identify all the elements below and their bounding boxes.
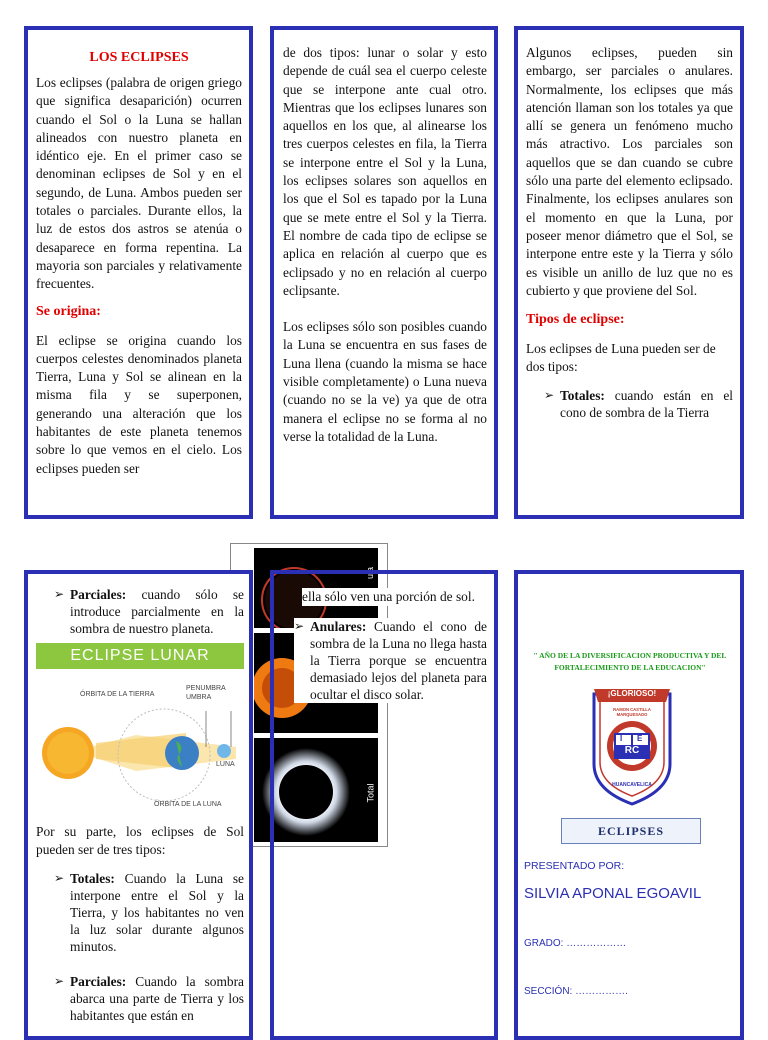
logo-arc-text: RAMON CASTILLA MARQUESADO [613,707,651,717]
origin-paragraph: El eclipse se origina cuando los cuerpos celestes denominados planeta Tierra, Luna y Sol se alinean en la misma fila y se superponen, generando una alteración que los habitantes de este planeta tenemos sobre lo que vemos en el cielo. Los eclipses pueden ser [36,332,242,476]
label-orbit-moon: ÓRBITA DE LA LUNA [154,801,222,808]
arrow-bullet-icon: ➢ [54,587,65,601]
motto: " AÑO DE LA DIVERSIFICACION PRODUCTIVA Y DEL FORTALECIMIENTO DE LA EDUCACION" [533,651,727,672]
moon-types-paragraph: Los eclipses de Luna pueden ser de dos tipos: [526,341,716,375]
arrow-bullet-icon: ➢ [54,870,65,885]
panel-partial [514,26,744,519]
school-logo [590,686,674,806]
label-penumbra: PENUMBRA [186,685,226,692]
page-title: LOS ECLIPSES [89,50,189,65]
partial-paragraph: Algunos eclipses, pueden sin embargo, ser parciales o anulares. Normalmente, los eclipses que más atención llaman son los totales ya que allí se genera un fenómeno mucho más atractivo. Los parciales son aquellos que se dan cuando se cubre sólo una parte del elemento eclipsado. Finalmente, los eclipses anulares son el momento en que la Luna, por poseer menor diámetro que el Sol, se interpone entre este y la Tierra y sólo es visible un anillo de luz que no es cubierto y que proviene del Sol. [526,45,733,298]
intro-paragraph: Los eclipses (palabra de origen griego que significa desaparición) ocurren cuando el Sol o la Luna se hallan alineados con nuestro planeta en idéntico eje. En el primer caso se denominan eclipses de Sol y en el segundo, de Luna. Ambos pueden ser totales o parciales. Durante ellos, la luz de estos dos astros se atenúa o desaparece en forma repentina. La mayoria son parciales y relativamente frecuentes. [36,75,242,292]
panel-annular [270,570,498,1040]
logo-banner-text: ¡GLORIOSO! [607,689,657,698]
logo-letter-i: I [620,734,623,743]
list-item-solar-total: ➢ Totales: Cuando la Luna se interpone entre el Sol y la Tierra, y los habitantes no ven la luz solar durante algunos minutos. [54,870,244,954]
panel-intro [24,26,253,519]
label-orbit-earth: ÓRBITA DE LA TIERRA [80,691,155,698]
panel-types [270,26,498,519]
label-luna: LUNA [216,761,235,768]
diagram-graphic [36,643,248,813]
solar-types-paragraph: Por su parte, los eclipses de Sol pueden ser de tres tipos: [36,824,244,858]
list-item-solar-annular: ➢ Anulares: Cuando el cono de sombra de la Luna no llega hasta la Tierra porque se encuentra demasiado lejos del planeta para ocultar el disco solar. [294,619,487,703]
label-umbra: UMBRA [186,694,212,701]
panel-lunar [24,570,253,1040]
arrow-bullet-icon: ➢ [54,973,65,988]
types-paragraph: de dos tipos: lunar o solar y esto depende de cuál sea el cuerpo celeste que se interpone ante cual otro. Mientras que los eclipses lunares son aquellos en los que, al alinearse los tres cuerpos celestes en fila, la Tierra se interpone entre el Sol y la Luna, los eclipses solares son aquellos en los que el Sol es tapado por la Luna que se mete entre el Sol y la Tierra. El nombre de cada tipo de eclipse se aplica en relación al cuerpo que es eclipsado y no en relación al cuerpo eclipsante. [283,45,487,298]
arrow-bullet-icon: ➢ [544,387,555,402]
arrow-bullet-icon: ➢ [294,619,305,634]
logo-letter-e: E [637,734,643,743]
list-item-lunar-total: ➢ Totales: cuando están en el cono de sombra de la Tierra [544,387,733,420]
cover-title-box: ECLIPSES [561,818,701,844]
photo-label-bottom: Total [365,783,376,803]
panel-cover [514,570,744,1040]
annular-intro-text: ella sólo ven una porción de sol. [302,588,487,606]
lunar-eclipse-diagram [36,643,248,813]
list-item-lunar-partial: ➢ Parciales: cuando sólo se introduce parcialmente en la sombra de nuestro planeta. [54,587,244,636]
presented-by-label: PRESENTADO POR: [524,860,625,872]
diagram-banner: ECLIPSE LUNAR [36,643,244,669]
types-heading: Tipos de eclipse: [526,312,625,328]
origin-heading: Se origina: [36,303,101,319]
list-item-solar-partial: ➢ Parciales: Cuando la sombra abarca una parte de Tierra y los habitantes que están en [54,973,244,1023]
grade-field: GRADO: ……………… [524,938,627,949]
photo-label-top: ula [364,566,375,580]
logo-monogram: RC [624,745,640,756]
section-field: SECCIÓN: ……………. [524,986,628,997]
author-name: SILVIA APONAL EGOAVIL [524,885,702,902]
logo-city-text: HUANCAVELICA [612,782,652,788]
possible-paragraph: Los eclipses sólo son posibles cuando la Luna se encuentra en sus fases de Luna llena (cuando la misma se hace visible completamente) o Luna nueva (cuando no se la ve) ya que de otra manera el eclipse no se forma al no verse la totalidad de la Luna. [283,319,487,444]
